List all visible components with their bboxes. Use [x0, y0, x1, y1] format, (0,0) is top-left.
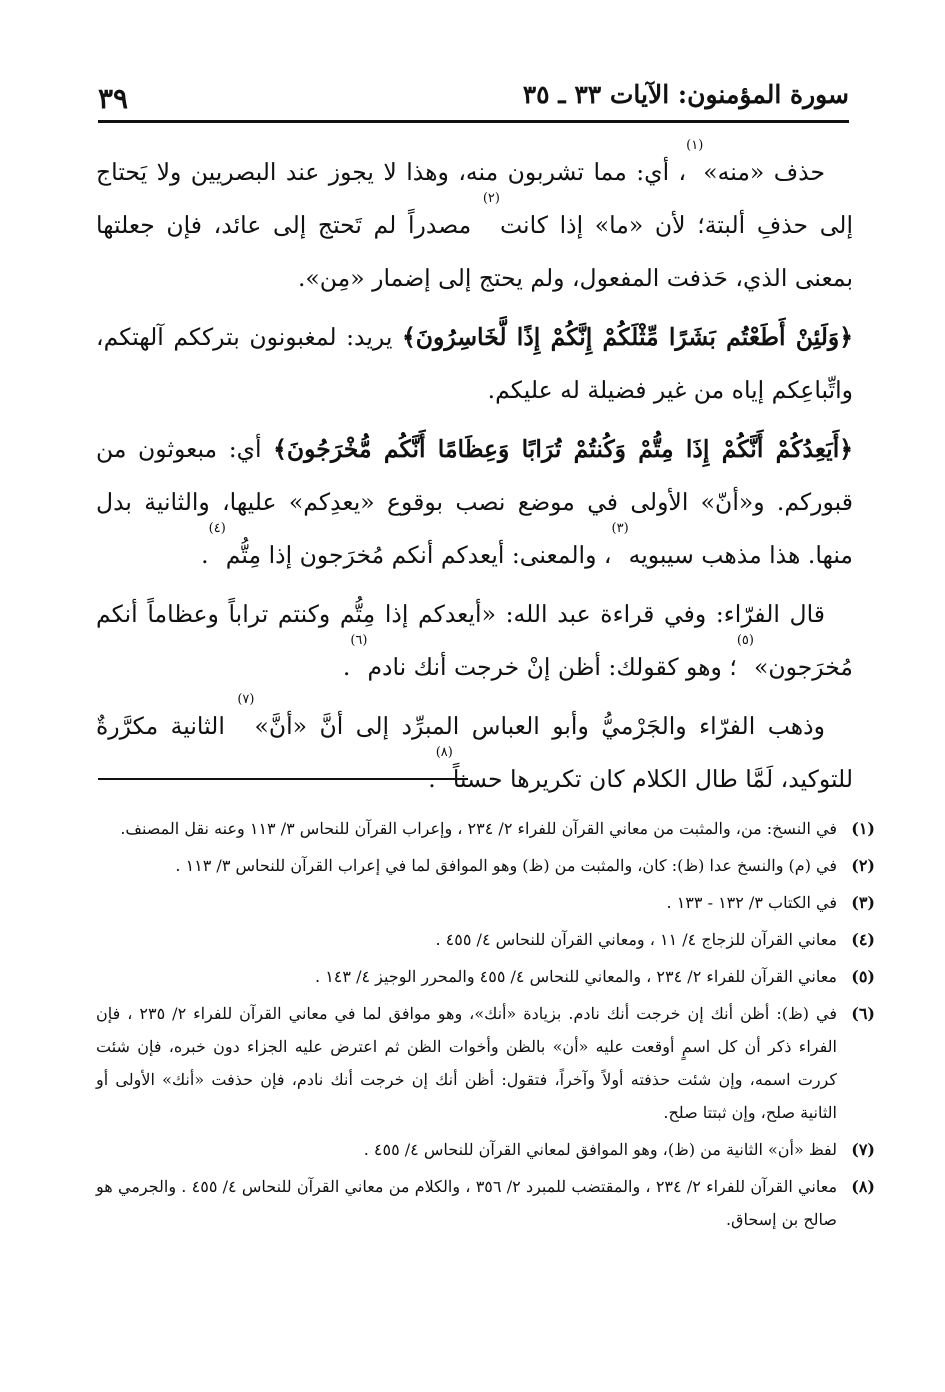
paragraph — [96, 423, 853, 582]
footnote-ref: (٢) — [482, 191, 500, 206]
text-run: ؛ وهو كقولك: أظن إنْ خرجت أنك نادم — [367, 653, 737, 681]
text-run: مصدراً لم تَحتج إلى عائد، فإن جعلتها بمعنى الذي، حَذفت المفعول، ولم يحتج إلى إضمار «مِن». — [96, 211, 853, 292]
quran-verse: ﴿وَلَئِنْ أَطَعْتُم بَشَرًا مِّثْلَكُمْ إِنَّكُمْ إِذًا لَّخَاسِرُونَ﴾ — [402, 323, 853, 351]
footnote-ref: (٤) — [208, 521, 226, 536]
page-header — [98, 80, 849, 123]
footnote-number: (٣) — [851, 893, 875, 912]
page-number: ٣٩ — [98, 82, 129, 115]
footnote-text: معاني القرآن للفراء ٢/ ٢٣٤ ، والمعاني للنحاس ٤/ ٤٥٥ والمحرر الوجيز ٤/ ١٤٣ . — [315, 967, 837, 986]
footnote-ref: (٨) — [435, 745, 453, 760]
text-run: أي: مبعوثون من قبوركم. و«أنّ» الأولى في موضع نصب بوقوع «يعدِكم» عليها، والثانية بدل منها. هذا مذهب سيبويه — [96, 435, 853, 569]
footnote-ref: (٧) — [237, 692, 255, 707]
paragraph — [96, 692, 853, 806]
footnote-divider — [98, 778, 468, 780]
footnote — [96, 960, 875, 993]
footnote-number: (٥) — [851, 967, 875, 986]
footnote-number: (٢) — [851, 856, 875, 875]
quran-verse: ﴿أَيَعِدُكُمْ أَنَّكُمْ إِذَا مِتُّمْ وَكُنتُمْ تُرَابًا وَعِظَامًا أَنَّكُم مُّخْرَجُونَ﴾ — [273, 435, 853, 463]
footnote-ref: (٣) — [611, 521, 629, 536]
text-run: . — [201, 541, 209, 569]
footnote-number: (٤) — [851, 930, 875, 949]
footnotes — [96, 812, 875, 1240]
footnote — [96, 849, 875, 882]
footnote-text: معاني القرآن للزجاج ٤/ ١١ ، ومعاني القرآن للنحاس ٤/ ٤٥٥ . — [435, 930, 837, 949]
footnote-text: في الكتاب ٣/ ١٣٢ - ١٣٣ . — [666, 893, 837, 912]
running-title: سورة المؤمنون: الآيات ٣٣ ـ ٣٥ — [522, 80, 849, 109]
footnote-text: في (م) والنسخ عدا (ظ): كان، والمثبت من (ظ) وهو الموافق لما في إعراب القرآن للنحاس ٣/ ١١٣ . — [175, 856, 837, 875]
footnote-text: في النسخ: من، والمثبت من معاني القرآن للفراء ٢/ ٢٣٤ ، وإعراب القرآن للنحاس ٣/ ١١٣ وعنه نقل المصنف. — [120, 819, 837, 838]
paragraph — [96, 588, 853, 694]
paragraph — [96, 311, 853, 417]
footnote-ref: (٥) — [736, 633, 754, 648]
footnote-text: في (ظ): أظن أنك إن خرجت أنك نادم. بزيادة «أنك»، وهو موافق لما في معاني القرآن للفراء ٢/ ٢٣٥ ، فإن الفراء ذكر أن كل اسمٍ أوقعت عليه «أن» بالظن وأخوات الظن ثم اعترض عليه الجزاء دون خبره، فإن شئت كررت اسمه، وإن شئت حذفته أولاً وآخراً، فتقول: أظن أنك إن خرجت أنك نادم، فإن حذفت «أنك» الأولى أو الثانية صلح، وإن ثبتتا صلح. — [96, 1004, 838, 1122]
footnote-number: (٦) — [851, 1004, 875, 1023]
footnote-number: (٧) — [851, 1140, 875, 1159]
footnote-ref: (٦) — [350, 633, 368, 648]
text-run: ، والمعنى: أيعدكم أنكم مُخرَجون إذا مِتُّم — [225, 541, 612, 569]
text-run: حذف «منه» — [703, 158, 825, 186]
footnote — [96, 997, 875, 1129]
footnote — [96, 1170, 875, 1236]
text-run: . — [428, 765, 436, 793]
footnote-text: معاني القرآن للفراء ٢/ ٢٣٤ ، والمقتضب للمبرد ٢/ ٣٥٦ ، والكلام من معاني القرآن للنحاس ٤/ ٤٥٥ . والجرمي هو صالح بن إسحاق. — [96, 1177, 838, 1229]
footnote-ref: (١) — [686, 138, 704, 153]
footnote — [96, 886, 875, 919]
footnote-text: لفظ «أن» الثانية من (ظ)، وهو الموافق لمعاني القرآن للنحاس ٤/ ٤٥٥ . — [363, 1140, 837, 1159]
footnote-number: (١) — [851, 819, 875, 838]
footnote — [96, 1133, 875, 1166]
paragraph — [96, 138, 853, 305]
text-run: الثانية مكرَّرةٌ للتوكيد، لَمَّا طال الكلام كان تكريرها حسناً — [96, 712, 853, 793]
main-text — [96, 138, 853, 812]
footnote — [96, 923, 875, 956]
text-run: يريد: لمغبونون بترككم آلهتكم، واتِّباعِكم إياه من غير فضيلة له عليكم. — [96, 323, 853, 404]
text-run: وذهب الفرّاء والجَرْميُّ وأبو العباس المبرِّد إلى أنَّ «أنَّ» — [254, 712, 825, 740]
footnote-number: (٨) — [851, 1177, 875, 1196]
text-run: ، أي: مما تشربون منه، وهذا لا يجوز عند البصريين ولا يَحتاج إلى حذفِ ألبتة؛ لأن «ما» إذا كانت — [96, 158, 853, 239]
text-run: قال الفرّاء: وفي قراءة عبد الله: «أيعدكم إذا مِتُّم وكنتم تراباً وعظاماً أنكم مُخرَجون» — [96, 600, 853, 681]
footnote — [96, 812, 875, 845]
text-run: . — [342, 653, 351, 681]
